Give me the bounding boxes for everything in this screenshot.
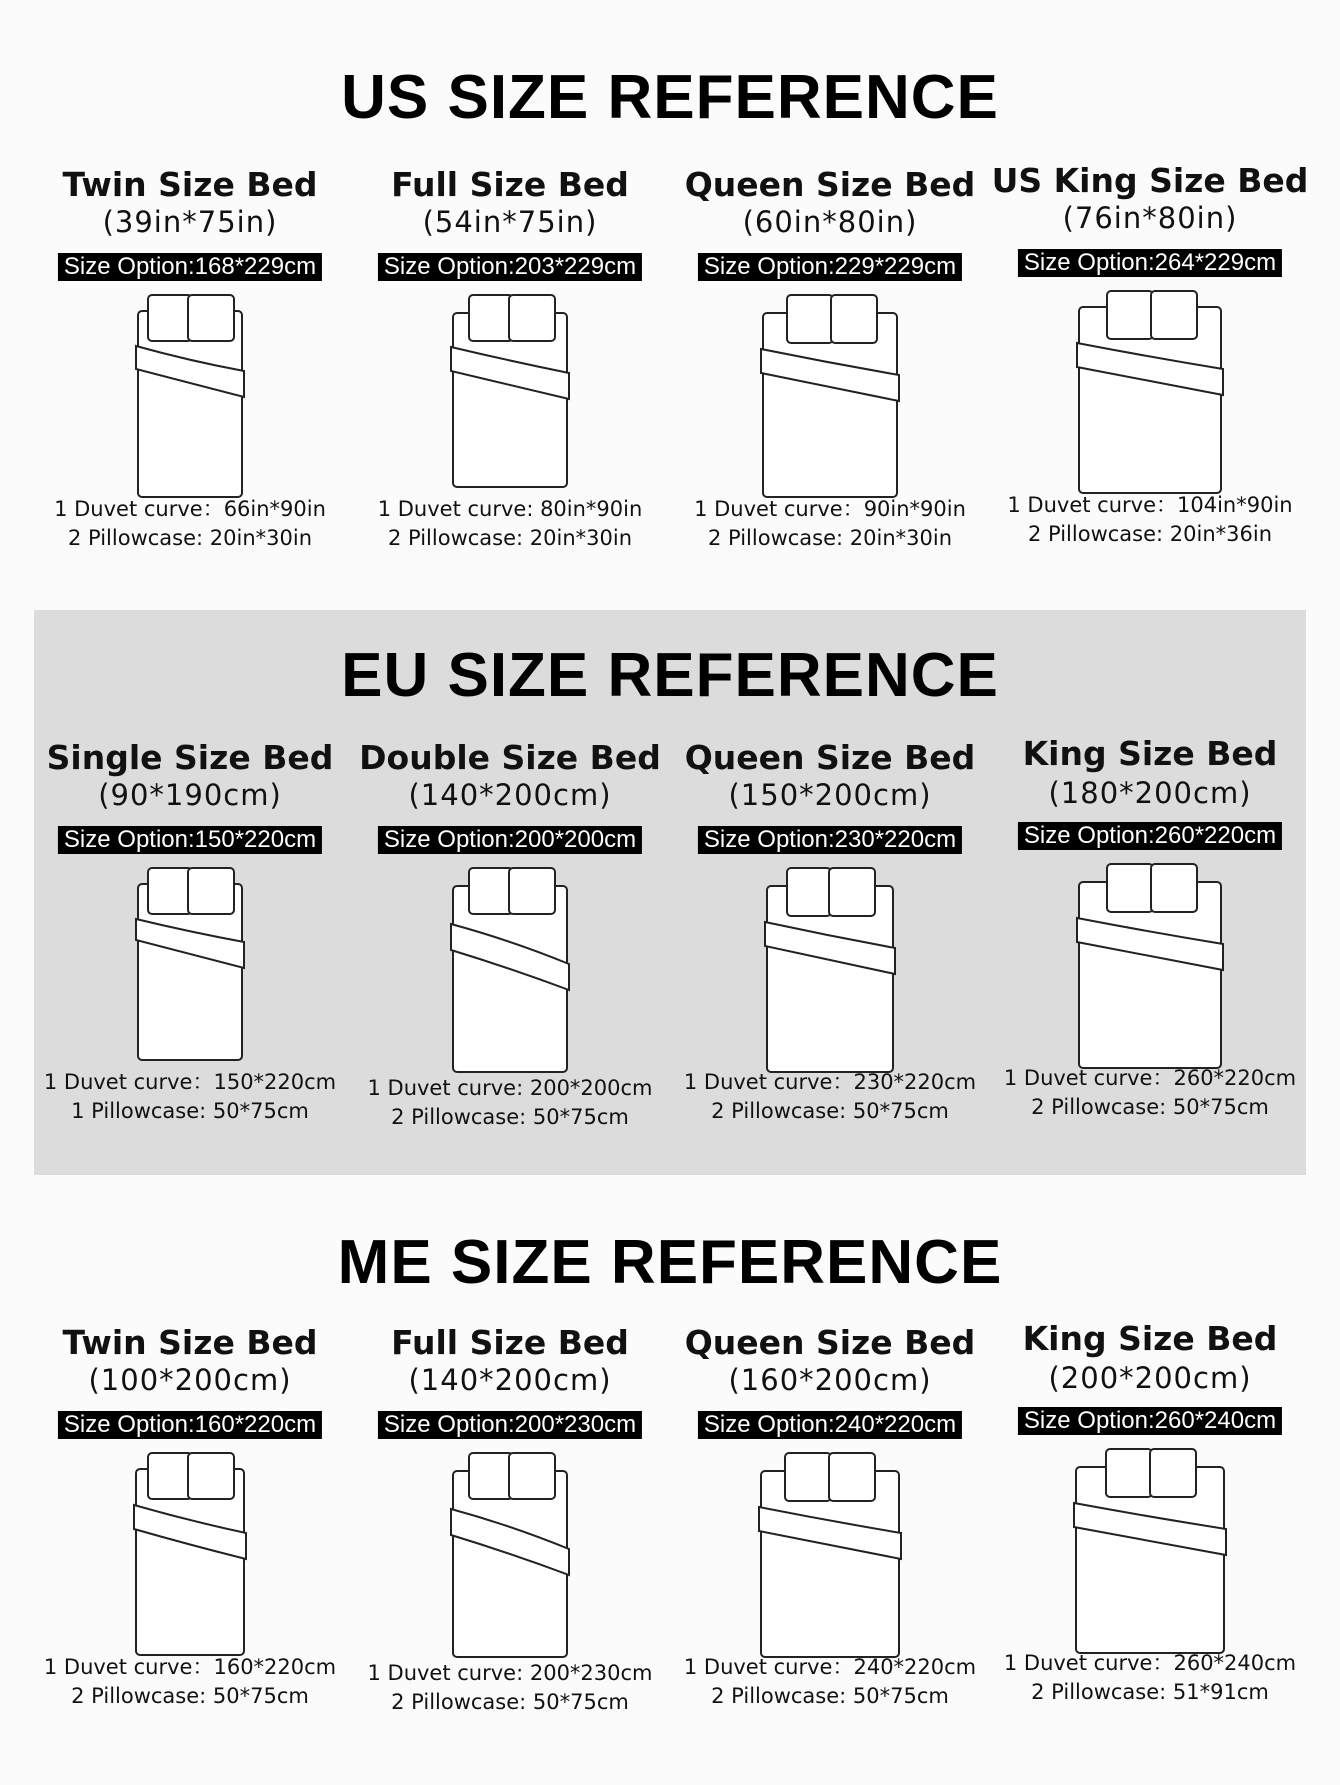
pillowcase-spec: 1 Pillowcase: 50*75cm — [71, 1099, 309, 1123]
bed-spec — [670, 1068, 990, 1126]
duvet-spec: 1 Duvet curve：104in*90in — [1007, 493, 1293, 517]
bed-illustration-icon — [1071, 860, 1229, 1072]
duvet-spec: 1 Duvet curve：230*220cm — [683, 1070, 977, 1094]
bed-dimensions: (180*200cm) — [1048, 776, 1252, 810]
bed-name: Queen Size Bed — [684, 738, 976, 777]
bed-illustration-icon — [128, 1449, 252, 1659]
bed-illustration-icon — [445, 864, 575, 1076]
bed-card-queen — [670, 165, 990, 585]
bed-spec — [990, 1064, 1310, 1122]
bed-dimensions: (90*190cm) — [98, 778, 282, 812]
duvet-spec: 1 Duvet curve：66in*90in — [54, 497, 326, 521]
bed-cards — [30, 1319, 1310, 1743]
size-option-label: Size Option:264*229cm — [1018, 249, 1282, 277]
bed-card-queen — [670, 1323, 990, 1743]
bed-card-king — [990, 161, 1310, 585]
bed-dimensions: (60in*80in) — [742, 205, 918, 239]
size-option-label: Size Option:229*229cm — [698, 253, 962, 281]
eu-size-section — [34, 610, 1306, 1175]
bed-card-full — [350, 1323, 670, 1743]
bed-illustration-icon — [1068, 1445, 1232, 1657]
bed-spec — [30, 1653, 350, 1711]
bed-dimensions: (200*200cm) — [1048, 1361, 1252, 1395]
bed-name: Twin Size Bed — [62, 165, 318, 204]
bed-cards — [30, 734, 1310, 1158]
pillowcase-spec: 2 Pillowcase: 50*75cm — [71, 1684, 309, 1708]
bed-dimensions: (100*200cm) — [88, 1363, 292, 1397]
pillowcase-spec: 2 Pillowcase: 51*91cm — [1031, 1680, 1269, 1704]
me-size-section — [0, 1175, 1340, 1785]
bed-card-double — [350, 738, 670, 1158]
bed-spec — [350, 495, 670, 553]
bed-spec — [990, 491, 1310, 549]
size-option-label: Size Option:260*240cm — [1018, 1407, 1282, 1435]
duvet-spec: 1 Duvet curve：260*240cm — [1003, 1651, 1297, 1675]
bed-spec — [350, 1074, 670, 1132]
pillowcase-spec: 2 Pillowcase: 50*75cm — [711, 1684, 949, 1708]
duvet-spec: 1 Duvet curve：150*220cm — [43, 1070, 337, 1094]
bed-illustration-icon — [445, 291, 575, 491]
bed-spec — [30, 1068, 350, 1126]
bed-dimensions: (140*200cm) — [408, 778, 612, 812]
pillowcase-spec: 2 Pillowcase: 20in*30in — [387, 526, 633, 550]
bed-illustration-icon — [130, 291, 250, 501]
size-option-label: Size Option:260*220cm — [1018, 822, 1282, 850]
bed-dimensions: (150*200cm) — [728, 778, 932, 812]
bed-dimensions: (39in*75in) — [102, 205, 278, 239]
pillowcase-spec: 2 Pillowcase: 20in*36in — [1027, 522, 1273, 546]
bed-spec — [990, 1649, 1310, 1707]
bed-card-full — [350, 165, 670, 585]
bed-spec — [670, 1653, 990, 1711]
bed-cards — [30, 161, 1310, 585]
pillowcase-spec: 2 Pillowcase: 50*75cm — [711, 1099, 949, 1123]
pillowcase-spec: 2 Pillowcase: 50*75cm — [1031, 1095, 1269, 1119]
bed-dimensions: (160*200cm) — [728, 1363, 932, 1397]
bed-card-king — [990, 734, 1310, 1158]
duvet-spec: 1 Duvet curve：260*220cm — [1003, 1066, 1297, 1090]
size-option-label: Size Option:203*229cm — [378, 253, 642, 281]
bed-name: Full Size Bed — [391, 165, 629, 204]
duvet-spec: 1 Duvet curve：240*220cm — [683, 1655, 977, 1679]
bed-dimensions: (140*200cm) — [408, 1363, 612, 1397]
pillowcase-spec: 2 Pillowcase: 20in*30in — [67, 526, 313, 550]
bed-name: Twin Size Bed — [62, 1323, 318, 1362]
duvet-spec: 1 Duvet curve: 200*200cm — [367, 1076, 653, 1100]
size-option-label: Size Option:240*220cm — [698, 1411, 962, 1439]
us-size-section — [0, 0, 1340, 600]
bed-spec — [670, 495, 990, 553]
bed-illustration-icon — [130, 864, 250, 1064]
bed-name: Full Size Bed — [391, 1323, 629, 1362]
duvet-spec: 1 Duvet curve：160*220cm — [43, 1655, 337, 1679]
duvet-spec: 1 Duvet curve：90in*90in — [694, 497, 966, 521]
size-option-label: Size Option:168*229cm — [58, 253, 322, 281]
duvet-spec: 1 Duvet curve: 200*230cm — [367, 1661, 653, 1685]
bed-dimensions: (54in*75in) — [422, 205, 598, 239]
bed-name: Queen Size Bed — [684, 165, 976, 204]
bed-dimensions: (76in*80in) — [1062, 201, 1238, 235]
section-title: ME SIZE REFERENCE — [337, 1228, 1003, 1297]
bed-card-king — [990, 1319, 1310, 1743]
bed-spec — [30, 495, 350, 553]
bed-name: King Size Bed — [1022, 1319, 1278, 1358]
bed-name: US King Size Bed — [991, 161, 1309, 200]
size-option-label: Size Option:230*220cm — [698, 826, 962, 854]
bed-illustration-icon — [755, 291, 905, 501]
bed-name: Queen Size Bed — [684, 1323, 976, 1362]
duvet-spec: 1 Duvet curve: 80in*90in — [377, 497, 643, 521]
size-option-label: Size Option:160*220cm — [58, 1411, 322, 1439]
section-title: EU SIZE REFERENCE — [341, 641, 999, 710]
size-option-label: Size Option:150*220cm — [58, 826, 322, 854]
bed-card-queen — [670, 738, 990, 1158]
pillowcase-spec: 2 Pillowcase: 20in*30in — [707, 526, 953, 550]
bed-illustration-icon — [753, 1449, 907, 1661]
bed-illustration-icon — [759, 864, 901, 1076]
bed-illustration-icon — [1071, 287, 1229, 497]
size-option-label: Size Option:200*230cm — [378, 1411, 642, 1439]
pillowcase-spec: 2 Pillowcase: 50*75cm — [391, 1690, 629, 1714]
bed-illustration-icon — [445, 1449, 575, 1661]
bed-spec — [350, 1659, 670, 1717]
bed-card-twin — [30, 165, 350, 585]
bed-name: Double Size Bed — [359, 738, 661, 777]
bed-card-single — [30, 738, 350, 1158]
section-title: US SIZE REFERENCE — [341, 63, 999, 132]
size-option-label: Size Option:200*200cm — [378, 826, 642, 854]
pillowcase-spec: 2 Pillowcase: 50*75cm — [391, 1105, 629, 1129]
bed-name: King Size Bed — [1022, 734, 1278, 773]
bed-card-twin — [30, 1323, 350, 1743]
bed-name: Single Size Bed — [46, 738, 334, 777]
